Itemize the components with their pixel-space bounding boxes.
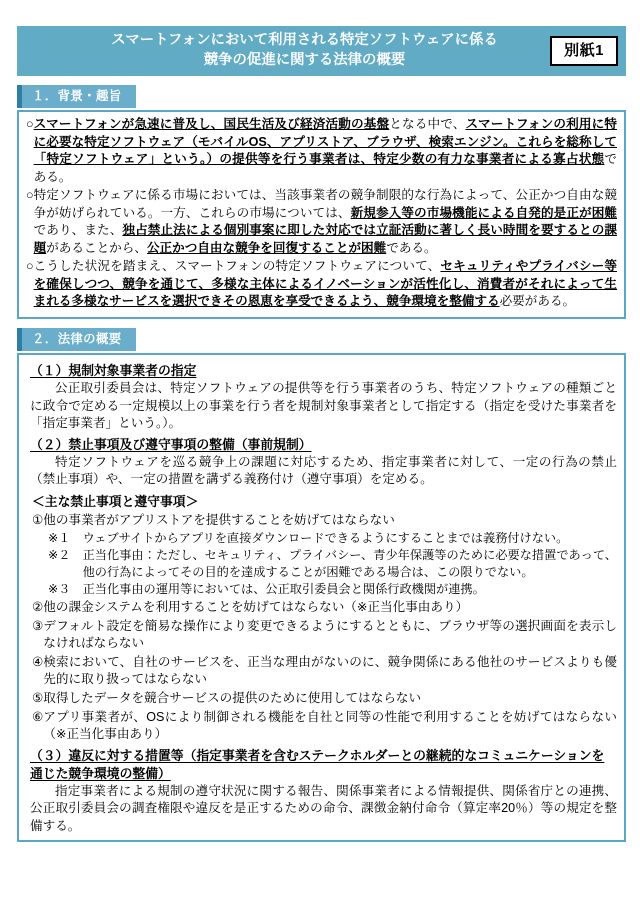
prohibition-item-text: 他の事業者がアプリストアを提供することを妨げてはならない (43, 512, 395, 527)
background-bullet (26, 258, 617, 311)
subsection-1-heading-wrap (26, 362, 617, 380)
prohibition-item (26, 690, 617, 708)
emphasized-text: スマートフォンが急速に普及し、国民生活及び経済活動の基盤 (33, 117, 390, 132)
bullet-marker: ○ (26, 259, 34, 274)
note-text: ウェブサイトからアプリを直接ダウンロードできるようにすることまでは義務付けない。 (82, 530, 569, 545)
prohibition-item-number: ② (32, 599, 44, 614)
prohibition-item-number: ③ (32, 618, 44, 633)
plain-text: があることから、 (46, 240, 147, 255)
section-1-heading: １．背景・趣旨 (17, 85, 136, 108)
note-text: 正当化事由の運用等においては、公正取引委員会と関係行政機関が連携。 (82, 581, 485, 596)
bullet-text (34, 116, 617, 186)
prohibition-item-note (26, 530, 617, 547)
plain-text: となる中で、 (389, 117, 466, 132)
emphasized-text: 公正かつ自由な競争を回復することが困難 (146, 240, 387, 255)
attachment-label-box: 別紙1 (550, 36, 618, 66)
plain-text: である。 (33, 152, 617, 184)
subsection-3-heading: （３）違反に対する措置等（指定事業者を含むステークホルダーとの継続的なコミュニケーションを通じた競争環境の整備） (30, 747, 605, 781)
prohibition-item-number: ④ (32, 654, 44, 669)
prohibition-item (26, 709, 617, 744)
bullet-marker: ○ (26, 117, 34, 132)
plain-text: であり、また、 (33, 223, 123, 238)
prohibition-item-number: ① (32, 512, 44, 527)
subsection-3-body: 指定事業者による規制の遵守状況に関する報告、関係事業者による情報提供、関係省庁との連携、公正取引委員会の調査権限や違反を是正するための命令、課徴金納付命令（算定率20％）等の規定を整備する。 (30, 783, 617, 833)
note-marker: ※３ (48, 581, 83, 596)
prohibition-item-text: 他の課金システムを利用することを妨げてはならない（※正当化事由あり） (43, 599, 469, 614)
page-title-line2: 競争の促進に関する法律の概要 (203, 52, 406, 68)
subsection-1-body: 公正取引委員会は、特定ソフトウェアの提供等を行う事業者のうち、特定ソフトウェアの種類ごとに政令で定める一定規模以上の事業を行う者を規制対象事業者として指定する（指定を受けた事業者を「指定事業者」という。）。 (30, 381, 617, 431)
prohibition-item-note (26, 581, 617, 598)
subsection-2-body: 特定ソフトウェアを巡る競争上の課題に対応するため、指定事業者に対して、一定の行為の禁止（禁止事項）や、一定の措置を講ずる義務付け（遵守事項）を定める。 (30, 454, 617, 487)
prohibition-item-text: デフォルト設定を簡易な操作により変更できるようにするとともに、ブラウザ等の選択画面を表示しなければならない (43, 618, 617, 651)
note-marker: ※１ (48, 530, 83, 545)
note-marker: ※２ (48, 547, 83, 562)
page-title (111, 30, 498, 71)
emphasized-text: 新規参入等の市場機能による自発的是正が困難 (350, 205, 618, 220)
prohibition-item (26, 618, 617, 653)
emphasized-text: スマートフォンの利用に特に必要な特定ソフトウェア（モバイルOS、アプリストア、ブラウザ、検索エンジン。これらを総称して「特定ソフトウェア」という。）の提供等を行う事業者は、特定少数の有力な事業者による寡占状態 (33, 117, 618, 167)
bullet-text (34, 187, 617, 257)
prohibition-item-number: ⑥ (32, 709, 44, 724)
section-2-content-box (17, 353, 626, 842)
plain-text: 特定ソフトウェアに係る市場においては、当該事業者の競争制限的な行為によって、公正かつ自由な競争が妨げられている。一方、これらの市場については、 (33, 188, 617, 220)
prohibition-item-note (26, 547, 617, 581)
section-1-bullet-list (26, 116, 617, 311)
prohibition-item (26, 599, 617, 617)
bullet-marker: ○ (26, 188, 34, 203)
page-title-line1: スマートフォンにおいて利用される特定ソフトウェアに係る (111, 31, 498, 48)
emphasized-text: セキュリティやプライバシー等を確保しつつ、競争を通じて、多様な主体によるイノベーションが活性化し、消費者がそれによって生まれる多様なサービスを選択できその恩恵を享受できるよう、競争環境を整備する (33, 259, 617, 309)
plain-text: 必要がある。 (499, 294, 576, 309)
plain-text: こうした状況を踏まえ、スマートフォンの特定ソフトウェアについて、 (33, 259, 441, 274)
document-title-bar (17, 26, 626, 76)
plain-text: である。 (386, 240, 437, 255)
subsection-2-heading: （２）禁止事項及び遵守事項の整備（事前規制） (30, 436, 312, 452)
note-text: 正当化事由：ただし、セキュリティ、プライバシー、青少年保護等のために必要な措置であって、他の行為によってその目的を達成することが困難である場合は、この限りでない。 (82, 547, 617, 579)
prohibition-item (26, 512, 617, 530)
prohibition-list-title: ＜主な禁止事項と遵守事項＞ (32, 493, 199, 509)
section-1-content-box (17, 110, 626, 319)
bullet-text (34, 258, 617, 311)
section-2-heading: ２．法律の概要 (17, 328, 136, 351)
background-bullet (26, 116, 617, 186)
subsection-3-heading-wrap (26, 747, 617, 783)
emphasized-text: 独占禁止法による個別事案に即した対応では立証活動に著しく長い時間を要するとの課題 (33, 223, 618, 255)
background-bullet (26, 187, 617, 257)
prohibition-list (26, 512, 617, 744)
prohibition-item-text: 検索において、自社のサービスを、正当な理由がないのに、競争関係にある他社のサービスよりも優先的に取り扱ってはならない (43, 654, 617, 687)
prohibition-item-number: ⑤ (32, 691, 44, 706)
prohibition-item (26, 654, 617, 689)
prohibition-item-text: アプリ事業者が、OSにより制御される機能を自社と同等の性能で利用することを妨げてはならない（※正当化事由あり） (43, 709, 617, 742)
subsection-2-heading-wrap (26, 436, 617, 454)
prohibition-item-text: 取得したデータを競合サービスの提供のために使用してはならない (43, 691, 422, 706)
subsection-1-heading: （１）規制対象事業者の指定 (30, 363, 197, 379)
